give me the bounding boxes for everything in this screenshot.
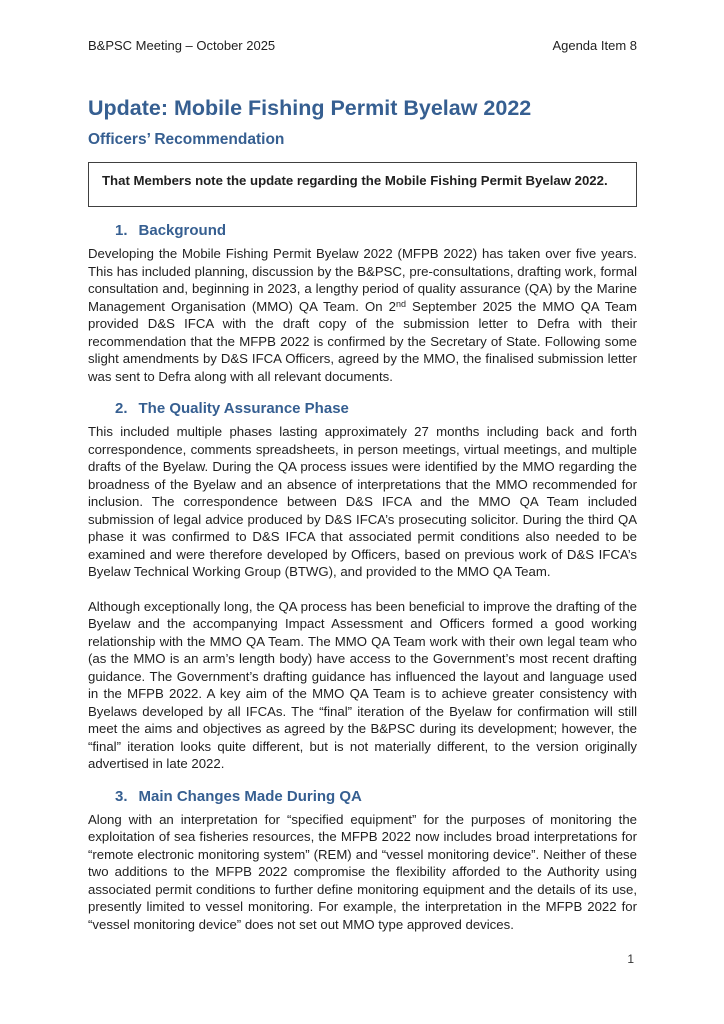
header-agenda-item: Agenda Item 8 <box>552 38 637 53</box>
main-changes-paragraph: Along with an interpretation for “specified equipment” for the purposes of monitoring the exploitation of sea fisheries resources, the MFPB 2022 now includes broad interpretations for “remote electronic monitoring system” (REM) and “vessel monitoring device”. Neither of these two additions to the MFPB 2022 compromise the flexibility afforded to the Authority using associated permit conditions to further define monitoring equipment and the details of its use, presently limited to vessel monitoring. For example, the interpretation in the MFPB 2022 for “vessel monitoring device” does not set out MMO type approved devices. <box>88 811 637 932</box>
section-heading-quality-assurance <box>88 400 637 418</box>
qa-phase-paragraph-1: This included multiple phases lasting approximately 27 months including back and forth correspondence, comments spreadsheets, in person meetings, virtual meetings, and multiple drafts of the Byelaw. During the QA process issues were identified by the MMO regarding the broadness of the Byelaw and an absence of interpretations that the MMO recommended for inclusion. The correspondence between D&S IFCA and the MMO QA Team included submission of legal advice produced by D&S IFCA’s prosecuting solicitor. During the third QA phase it was confirmed to D&S IFCA that associated permit conditions also needed to be examined and were therefore developed by Officers, based on previous work of D&S IFCA’s Byelaw Technical Working Group (BTWG), and provided to the MMO QA Team. <box>88 424 637 579</box>
page-number: 1 <box>627 952 634 966</box>
section-number: 3. <box>115 787 128 805</box>
paragraph-text: September 2025 the MMO QA Team provided D&S IFCA with the draft copy of the submission letter to Defra with their recommendation that the MFPB 2022 is confirmed by the Secretary of State. Following some slight amendments by D&S IFCA Officers, agreed by the MMO, the finalised submission letter was sent to Defra along with all relevant documents. <box>88 298 637 384</box>
section-quality-assurance-phase <box>88 400 637 773</box>
qa-phase-paragraph-2: Although exceptionally long, the QA process has been beneficial to improve the drafting of the Byelaw and the accompanying Impact Assessment and Officers formed a good working relationship with the MMO QA Team. The MMO QA Team work with their own legal team who (as the MMO is an arm’s length body) have access to the Government’s most recent drafting guidance. The Government’s drafting guidance has influenced the layout and language used in the MFPB 2022. A key aim of the MMO QA Team is to achieve greater consistency with Byelaws developed by all IFCAs. The “final” iteration of the Byelaw for confirmation will still meet the aims and objectives as agreed by the B&PSC during its development; however, the “final” iteration looks quite different, but is not materially different, to the version originally advertised in late 2022. <box>88 598 637 771</box>
paragraph-text: Developing the Mobile Fishing Permit Byelaw 2022 (MFPB 2022) has taken over five years. This has included planning, discussion by the B&PSC, pre-consultations, drafting work, formal consultation and, beginning in 2023, a lengthy period of quality assurance (QA) by the Marine Management Organisation (MMO) QA Team. On 2 <box>88 246 637 314</box>
section-heading-background <box>88 222 637 240</box>
section-main-changes <box>88 788 637 934</box>
section-number: 2. <box>115 400 128 417</box>
section-title: Main Changes Made During QA <box>138 787 362 805</box>
ordinal-superscript: nd <box>395 298 406 309</box>
recommendation-box <box>88 162 637 207</box>
page-title: Update: Mobile Fishing Permit Byelaw 2022 <box>88 96 532 120</box>
header-meeting-title: B&PSC Meeting – October 2025 <box>88 38 276 53</box>
section-background <box>88 222 637 385</box>
section-heading-main-changes <box>88 788 637 806</box>
section-title: Background <box>138 222 227 239</box>
document-header <box>88 38 637 54</box>
section-title: The Quality Assurance Phase <box>138 400 349 417</box>
section-number: 1. <box>115 222 128 239</box>
officers-recommendation-subtitle: Officers’ Recommendation <box>88 131 285 148</box>
recommendation-text: That Members note the update regarding the Mobile Fishing Permit Byelaw 2022. <box>102 173 608 188</box>
background-paragraph <box>88 245 637 385</box>
